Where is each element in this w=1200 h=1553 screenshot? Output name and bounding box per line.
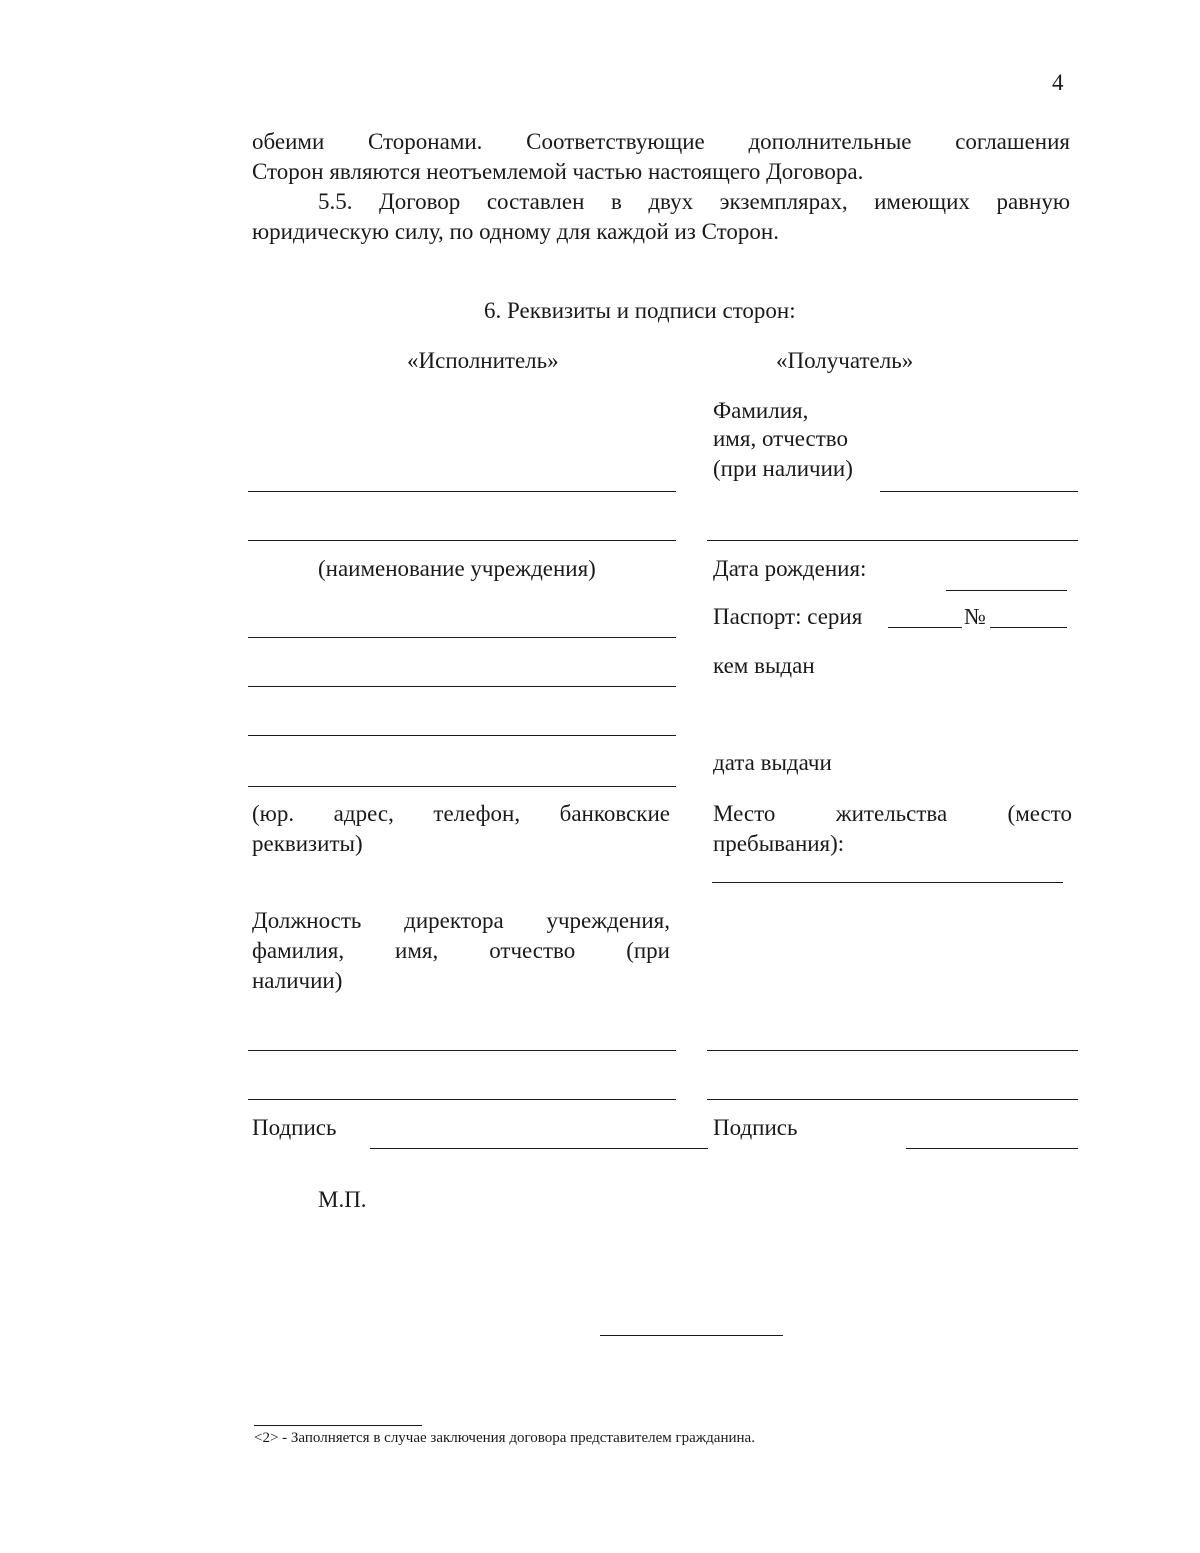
recipient-blank-line-2 — [707, 540, 1078, 541]
recipient-heading: «Получатель» — [776, 348, 914, 373]
residence-label-line-1: Место жительства (место — [713, 801, 1072, 826]
executor-blank-line-7 — [248, 1050, 676, 1051]
passport-series-label: Паспорт: серия — [713, 604, 863, 629]
section-title: 6. Реквизиты и подписи сторон: — [484, 298, 796, 323]
executor-blank-line-8 — [248, 1099, 676, 1100]
executor-blank-line-6 — [248, 786, 676, 787]
recipient-name-blank-line — [880, 491, 1078, 492]
institution-caption: (наименование учреждения) — [318, 556, 596, 581]
intro-line-3: 5.5. Договор составлен в двух экземплярах, имеющих равную — [318, 189, 1070, 214]
residence-label-line-2: пребывания): — [713, 831, 845, 856]
executor-heading: «Исполнитель» — [407, 348, 559, 373]
birth-date-blank-line — [946, 590, 1067, 591]
residence-blank-line — [712, 882, 1063, 883]
details-caption-line-2: реквизиты) — [252, 831, 363, 856]
recipient-signature-label: Подпись — [713, 1115, 798, 1140]
intro-line-2: Сторон являются неотъемлемой частью настоящего Договора. — [252, 159, 864, 184]
passport-number-label: № — [964, 604, 986, 629]
recipient-blank-line-7 — [707, 1050, 1078, 1051]
director-caption-line-2: фамилия, имя, отчество (при — [252, 938, 670, 963]
passport-number-blank-line — [990, 627, 1067, 628]
executor-signature-line — [370, 1148, 708, 1149]
issued-by-label: кем выдан — [713, 653, 815, 678]
details-caption-line-1: (юр. адрес, телефон, банковские — [252, 801, 670, 826]
separator-line — [600, 1335, 783, 1336]
executor-signature-label: Подпись — [252, 1115, 337, 1140]
birth-date-label: Дата рождения: — [713, 556, 867, 581]
intro-line-4: юридическую силу, по одному для каждой из Сторон. — [252, 219, 779, 244]
issue-date-label: дата выдачи — [713, 750, 832, 775]
director-caption-line-1: Должность директора учреждения, — [252, 908, 670, 933]
executor-blank-line-5 — [248, 735, 676, 736]
director-caption-line-3: наличии) — [252, 968, 343, 993]
executor-blank-line-4 — [248, 686, 676, 687]
intro-line-1: обеими Сторонами. Соответствующие дополнительные соглашения — [252, 129, 1070, 154]
recipient-blank-line-8 — [707, 1099, 1078, 1100]
executor-blank-line-3 — [248, 637, 676, 638]
passport-series-blank-line — [888, 627, 962, 628]
executor-blank-line-2 — [248, 540, 676, 541]
recipient-name-label-3: (при наличии) — [713, 456, 853, 481]
recipient-name-label-2: имя, отчество — [713, 426, 849, 451]
recipient-signature-line — [906, 1148, 1078, 1149]
footnote-rule — [254, 1425, 422, 1426]
executor-blank-line-1 — [248, 491, 676, 492]
footnote-text: <2> - Заполняется в случае заключения договора представителем гражданина. — [254, 1430, 755, 1446]
page-number: 4 — [1052, 70, 1064, 95]
recipient-name-label-1: Фамилия, — [713, 398, 809, 423]
stamp-label: М.П. — [318, 1187, 367, 1212]
